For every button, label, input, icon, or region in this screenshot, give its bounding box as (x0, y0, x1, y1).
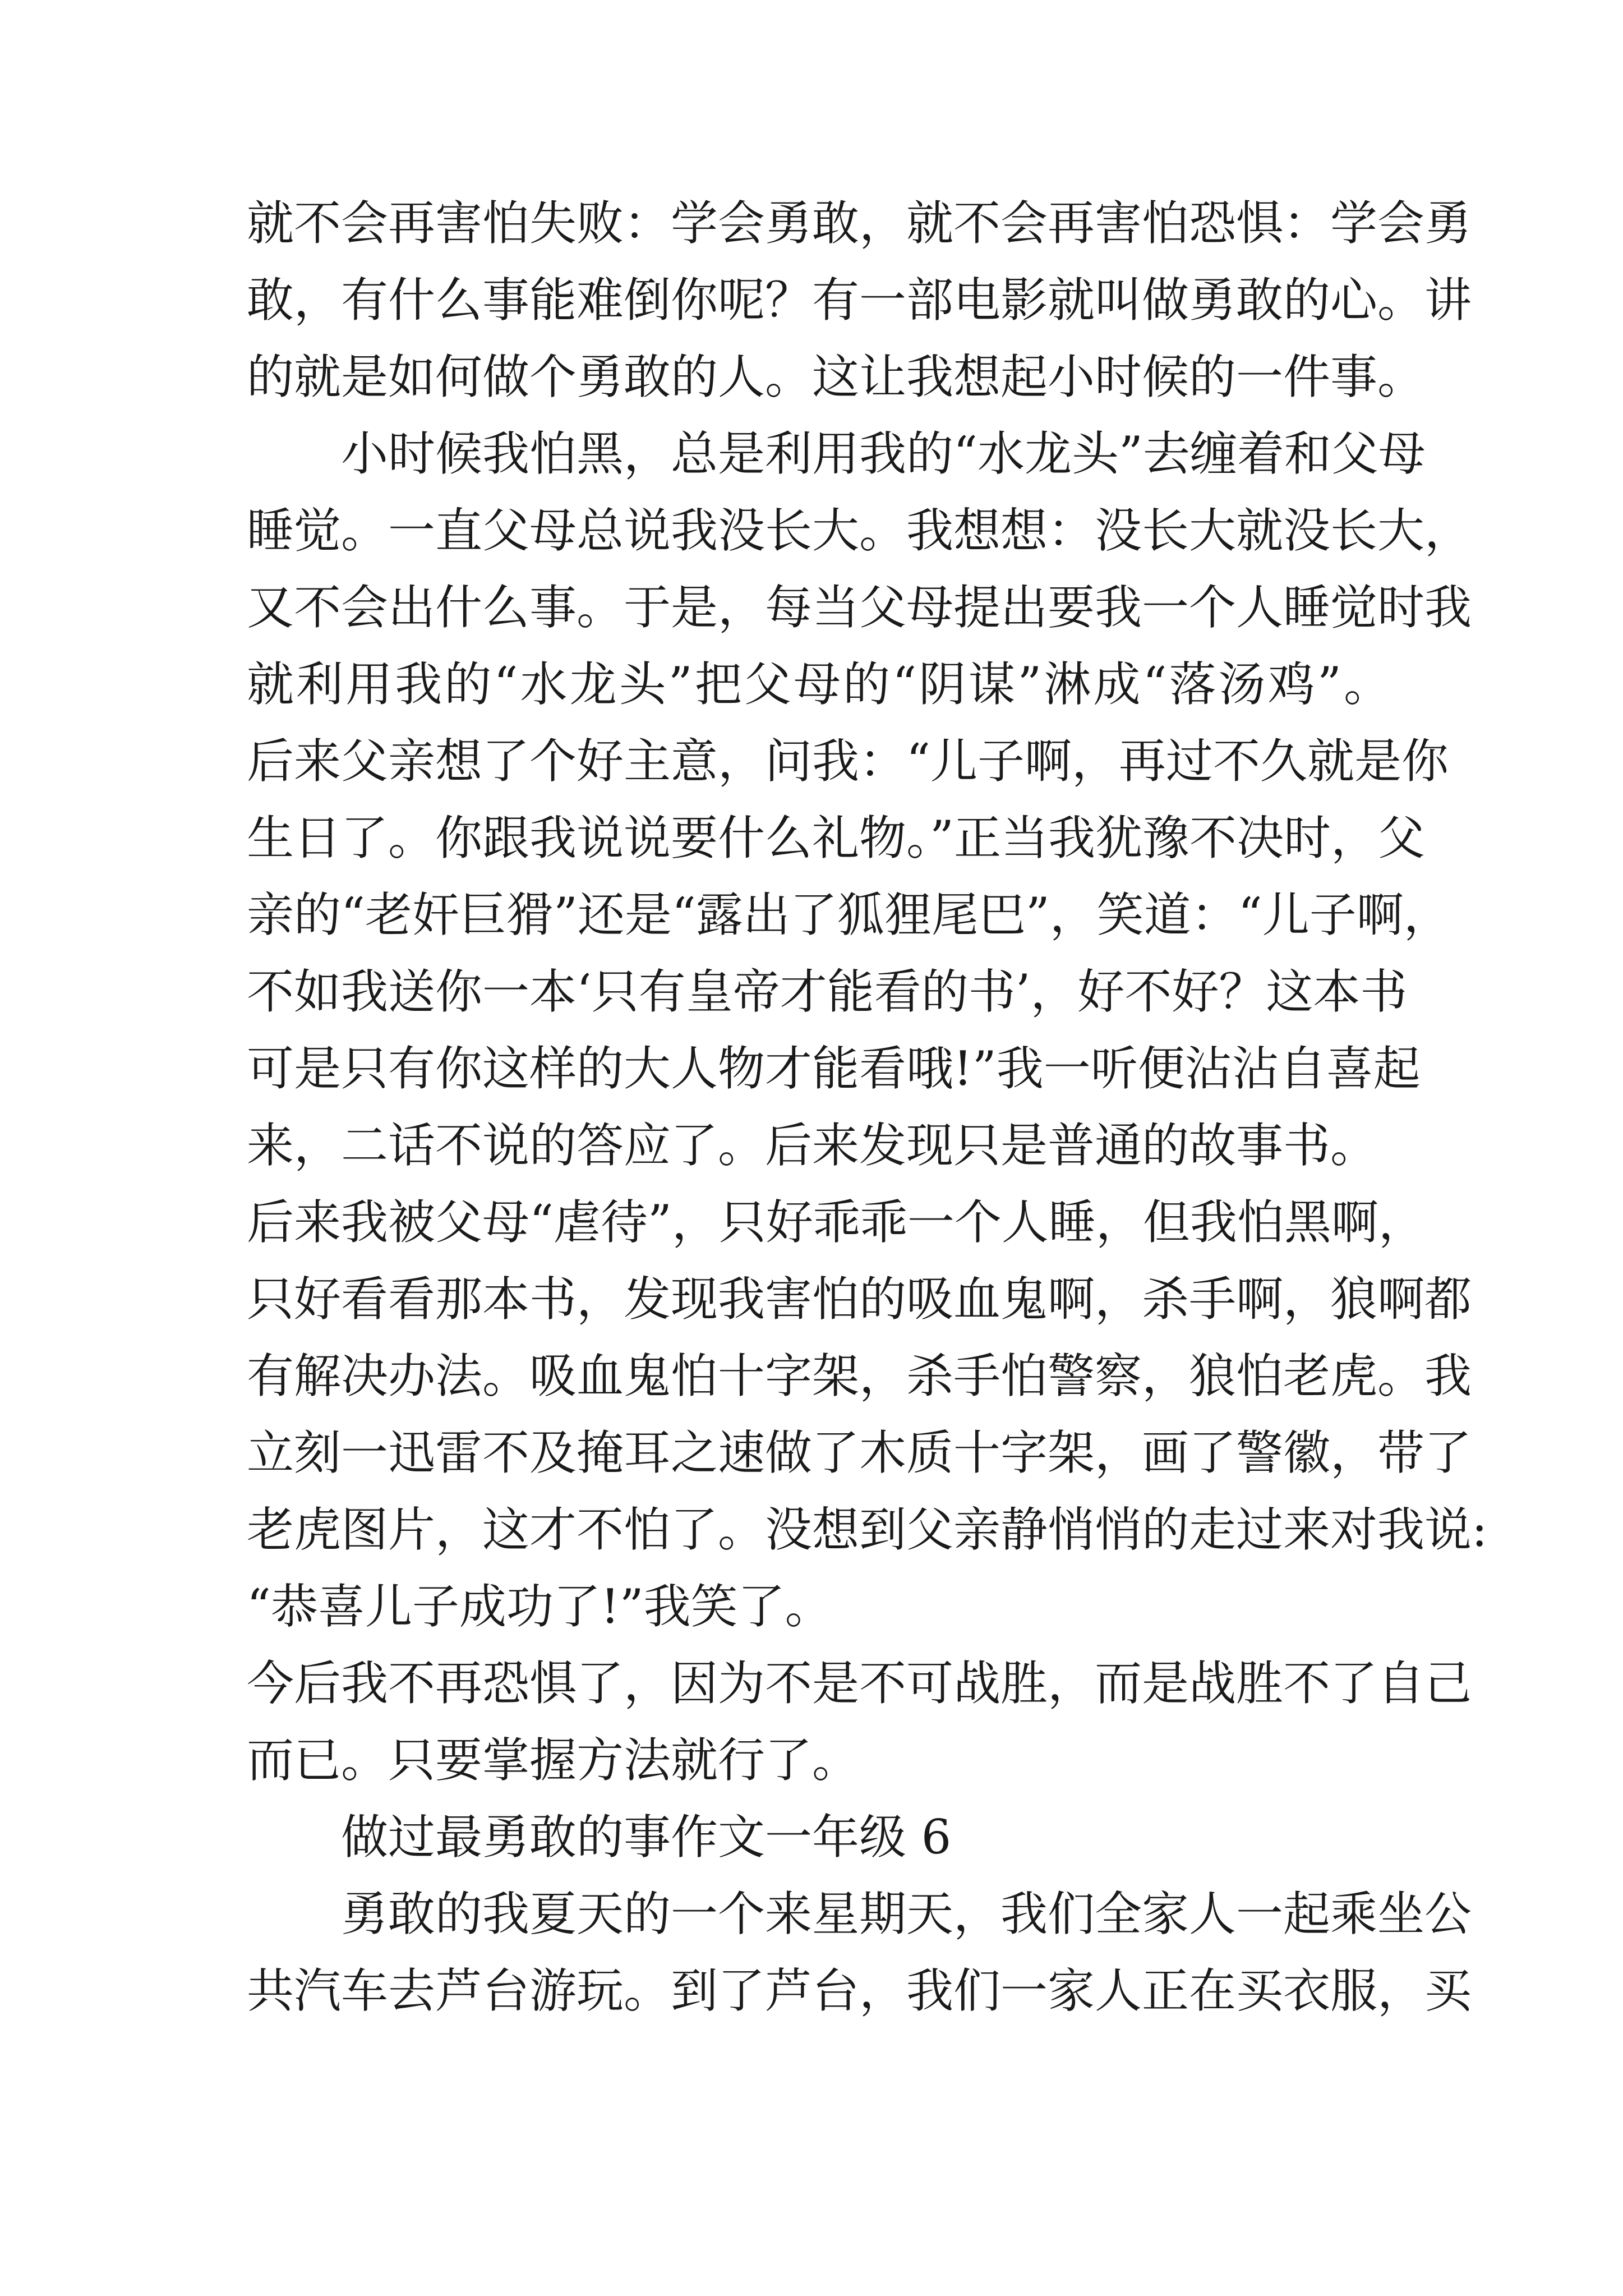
text-line: 可是只有你这样的大人物才能看哦!”我一听便沾沾自喜起 (247, 1041, 1421, 1096)
text-line: 今后我不再恐惧了，因为不是不可战胜，而是战胜不了自己 (247, 1656, 1472, 1711)
text-line: 而已。只要掌握方法就行了。 (247, 1733, 860, 1788)
text-line: 生日了。你跟我说说要什么礼物。”正当我犹豫不决时，父 (247, 811, 1425, 866)
text-line: 只好看看那本书，发现我害怕的吸血鬼啊，杀手啊，狼啊都 (247, 1272, 1472, 1327)
text-line: 又不会出什么事。于是，每当父母提出要我一个人睡觉时我 (247, 580, 1472, 635)
text-line: 来，二话不说的答应了。后来发现只是普通的故事书。 (247, 1118, 1378, 1173)
text-line: “恭喜儿子成功了!”我笑了。 (247, 1579, 832, 1634)
text-line: 后来父亲想了个好主意，问我：“儿子啊，再过不久就是你 (247, 734, 1449, 789)
text-line: 亲的“老奸巨猾”还是“露出了狐狸尾巴”，笑道：“儿子啊， (247, 887, 1451, 942)
text-line: 有解决办法。吸血鬼怕十字架，杀手怕警察，狼怕老虎。我 (247, 1349, 1472, 1404)
text-line: 后来我被父母“虐待”，只好乖乖一个人睡，但我怕黑啊， (247, 1195, 1426, 1250)
text-line: 共汽车去芦台游玩。到了芦台，我们一家人正在买衣服，买 (247, 1963, 1472, 2018)
text-line: 睡觉。一直父母总说我没长大。我想想：没长大就没长大， (247, 503, 1472, 558)
body-text (247, 185, 1488, 2030)
text-line: 小时候我怕黑，总是利用我的“水龙头”去缠着和父母 (341, 426, 1426, 481)
text-line: 不如我送你一本‘只有皇帝才能看的书’，好不好？这本书 (247, 964, 1408, 1019)
text-line: 就利用我的“水龙头”把父母的“阴谋”淋成“落汤鸡”。 (247, 657, 1391, 712)
text-line: 敢，有什么事能难倒你呢？有一部电影就叫做勇敢的心。讲 (247, 273, 1472, 328)
text-line: 的就是如何做个勇敢的人。这让我想起小时候的一件事。 (247, 349, 1425, 404)
section-heading: 做过最勇敢的事作文一年级 6 (341, 1810, 952, 1865)
text-line: 老虎图片，这才不怕了。没想到父亲静悄悄的走过来对我说: (247, 1502, 1488, 1557)
text-line: 勇敢的我夏天的一个来星期天，我们全家人一起乘坐公 (341, 1887, 1472, 1941)
text-line: 就不会再害怕失败：学会勇敢，就不会再害怕恐惧：学会勇 (247, 196, 1472, 251)
text-line: 立刻一迅雷不及掩耳之速做了木质十字架，画了警徽，带了 (247, 1425, 1472, 1480)
